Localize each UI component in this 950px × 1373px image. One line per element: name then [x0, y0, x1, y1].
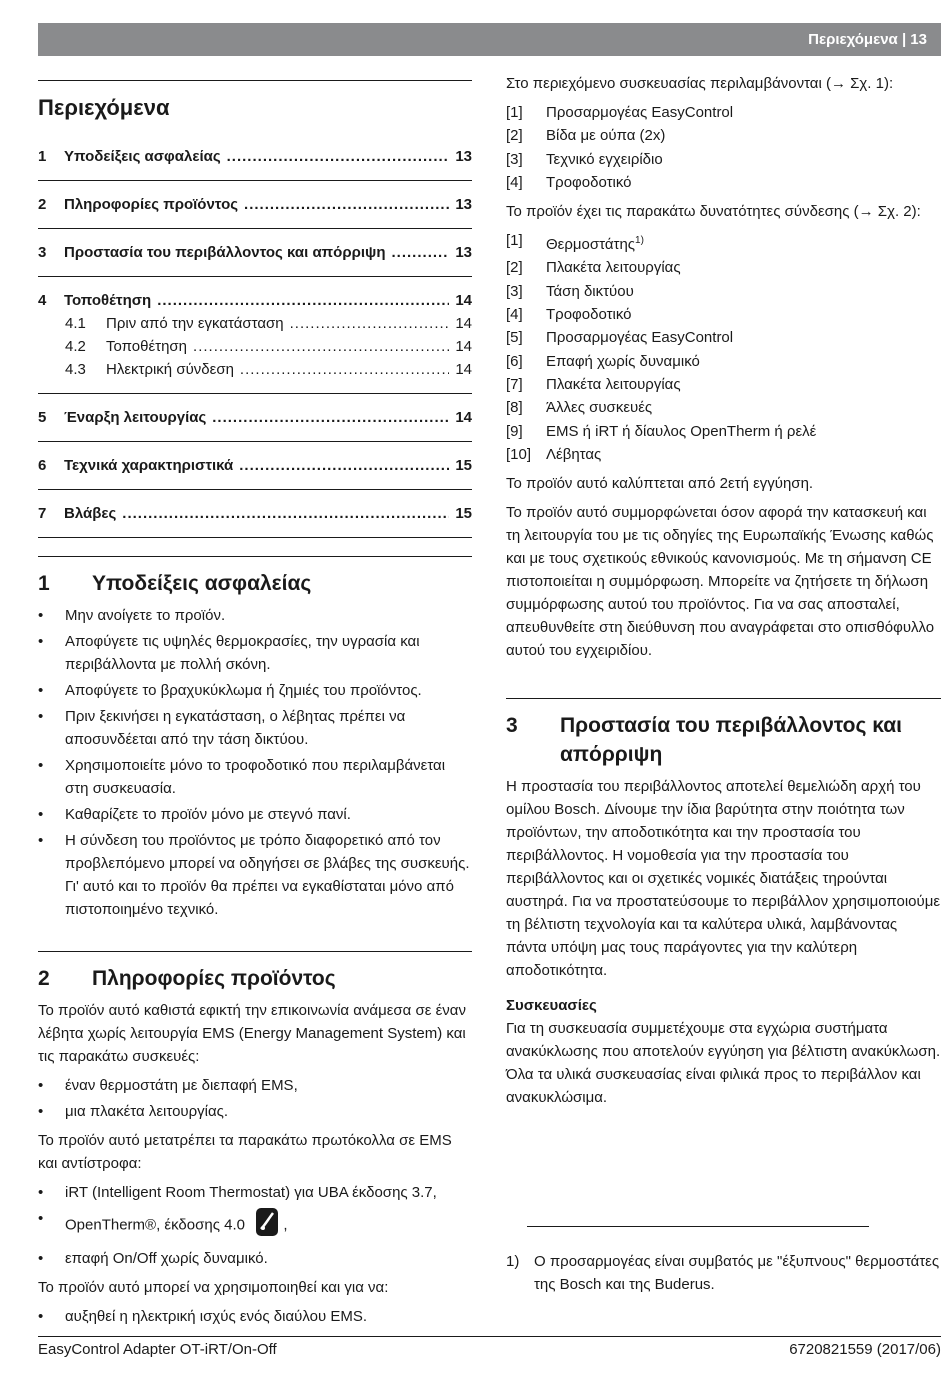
- list-item: • αυξηθεί η ηλεκτρική ισχύς ενός διαύλου EMS.: [38, 1305, 472, 1328]
- connection-options-list: [506, 229, 941, 466]
- item-number: [6]: [506, 352, 523, 370]
- paragraph: Το προϊόν αυτό καθιστά εφικτή την επικοινωνία ανάμεσα σε έναν λέβητα χωρίς λειτουργία EMS (Energy Management System) και τις παρακάτω συσκευές:: [38, 1002, 466, 1065]
- list-item: [506, 256, 941, 279]
- section-number: 1: [38, 572, 50, 595]
- item-label: Θερμοστάτης: [546, 236, 636, 254]
- toc-row: [38, 193, 472, 216]
- list-item: [506, 396, 941, 419]
- page-header-title: Περιεχόμενα | 13: [808, 31, 927, 48]
- footnote-text: Ο προσαρμογέας είναι συμβατός με "έξυπνους" θερμοστάτες της Bosch και της Buderus.: [534, 1253, 940, 1293]
- toc-number: 5: [38, 409, 47, 426]
- list-item: • μια πλακέτα λειτουργίας.: [38, 1100, 472, 1123]
- list-item: [506, 280, 941, 303]
- page-footer: [38, 1336, 941, 1358]
- toc-page-number: 13: [455, 196, 472, 213]
- item-number: [1]: [506, 232, 523, 250]
- toc-page-number: 13: [455, 148, 472, 165]
- toc-leader-dots: [244, 193, 449, 216]
- divider: [38, 556, 472, 557]
- toc-label: Τοποθέτηση: [64, 292, 152, 309]
- toc-leader-dots: [240, 358, 449, 381]
- list-item: • Καθαρίζετε το προϊόν μόνο με στεγνό πανί.: [38, 803, 472, 826]
- paragraph: Η προστασία του περιβάλλοντος αποτελεί θεμελιώδη αρχή του ομίλου Bosch. Δίνουμε την ίδια βαρύτητα στην ποιότητα των προϊόντων, την αποδοτικότητα και την προστασία του περιβάλλοντος. Η νομοθεσία για την προστασία του περιβάλλοντος και οι σχετικές νομικές διατάξεις τηρούνται αυστηρά. Για να προστατεύσουμε το περιβάλλον χρησιμοποιούμε τη βέλτιστη τεχνολογία και τα καλύτερα υλικά, λαμβάνοντας πάντα υπόψη μας τους παράγοντες για την καλύτερη αποδοτικότητα.: [506, 778, 941, 980]
- item-number: [8]: [506, 399, 523, 417]
- toc-number: 3: [38, 244, 47, 261]
- item-number: [1]: [506, 104, 523, 121]
- toc-number: 4.3: [65, 361, 86, 378]
- item-text: Προσαρμογέας EasyControl: [546, 104, 734, 121]
- item-number: [2]: [506, 127, 523, 145]
- list-item: [506, 124, 941, 147]
- toc-entry: [38, 133, 472, 180]
- list-item: [506, 326, 941, 349]
- toc-label: Προστασία του περιβάλλοντος και απόρριψη: [64, 244, 386, 261]
- section-title: Υποδείξεις ασφαλείας: [92, 572, 312, 595]
- toc-row: [38, 502, 472, 525]
- item-number: [3]: [506, 150, 523, 168]
- item-text: Επαφή χωρίς δυναμικό: [546, 352, 700, 370]
- toc-label: Τεχνικά χαρακτηριστικά: [64, 457, 234, 474]
- left-column: [38, 80, 472, 1334]
- toc-number: 1: [38, 148, 47, 165]
- list-item: • Αποφύγετε το βραχυκύκλωμα ή ζημιές του προϊόντος.: [38, 679, 472, 702]
- toc-label: Πριν από την εγκατάσταση: [106, 315, 284, 332]
- toc-entry: [38, 442, 472, 489]
- list-item: • Χρησιμοποιείτε μόνο το τροφοδοτικό που περιλαμβάνεται στη συσκευασία.: [38, 754, 472, 800]
- item-text: Λέβητας: [546, 445, 602, 463]
- item-text: Άλλες συσκευές: [546, 399, 653, 417]
- page-header-bar: [38, 23, 941, 56]
- item-number: [9]: [506, 422, 523, 440]
- list-item: • έναν θερμοστάτη με διεπαφή EMS,: [38, 1074, 472, 1097]
- paragraph: Το προϊόν αυτό μπορεί να χρησιμοποιηθεί και για να:: [38, 1279, 389, 1296]
- footnote-divider: [527, 1226, 869, 1227]
- toc-subrow: [38, 312, 472, 335]
- section-number: 2: [38, 967, 50, 990]
- item-number: [3]: [506, 282, 523, 300]
- section-number: 3: [506, 714, 518, 738]
- list-item: [38, 1207, 472, 1244]
- item-number: [7]: [506, 375, 523, 393]
- toc-leader-dots: [392, 241, 450, 264]
- usage-bullet-list: [38, 1305, 472, 1328]
- toc-page-number: 14: [455, 315, 472, 332]
- item-text: Πλακέτα λειτουργίας: [546, 375, 681, 393]
- toc-label: Έναρξη λειτουργίας: [64, 409, 207, 426]
- toc-number: 7: [38, 505, 47, 522]
- divider: [506, 698, 941, 699]
- toc-page-number: 15: [455, 457, 472, 474]
- divider: [38, 951, 472, 952]
- list-item: • Η σύνδεση του προϊόντος με τρόπο διαφορετικό από τον προβλεπόμενο μπορεί να οδηγήσει σε βλάβες της συσκευής. Γι' αυτό και το προϊόν θα πρέπει να εγκαθίσταται μόνο από πιστοποιημένο τεχνικό.: [38, 829, 472, 921]
- list-item: [38, 1181, 472, 1204]
- item-number: [4]: [506, 173, 523, 191]
- divider: [38, 537, 472, 538]
- section-title: Πληροφορίες προϊόντος: [92, 967, 336, 990]
- table-of-contents: [38, 133, 472, 538]
- toc-entry: [38, 181, 472, 228]
- toc-number: 6: [38, 457, 47, 474]
- subheading: Συσκευασίες: [506, 997, 597, 1015]
- divider: [38, 80, 472, 81]
- list-item-text: επαφή On/Off χωρίς δυναμικό.: [65, 1250, 268, 1267]
- toc-leader-dots: [239, 454, 449, 477]
- section-2-heading: [38, 964, 472, 993]
- toc-page-number: 14: [455, 409, 472, 426]
- toc-entry: [38, 229, 472, 276]
- list-item-text: OpenTherm®, έκδοσης 4.0: [65, 1216, 245, 1234]
- item-text: Τεχνικό εγχειρίδιο: [546, 150, 663, 168]
- toc-leader-dots: [193, 335, 449, 358]
- item-text: [546, 229, 644, 256]
- toc-number: 4.2: [65, 338, 86, 355]
- toc-row: [38, 406, 472, 429]
- list-item: [506, 373, 941, 396]
- toc-entry: [38, 490, 472, 537]
- list-item-text: iRT (Intelligent Room Thermostat) για UBA έκδοσης 3.7,: [65, 1184, 437, 1201]
- item-text: Προσαρμογέας EasyControl: [546, 329, 734, 347]
- item-text: Τροφοδοτικό: [546, 306, 632, 324]
- list-item: • Μην ανοίγετε το προϊόν.: [38, 604, 472, 627]
- toc-row: [38, 454, 472, 477]
- toc-page-number: 13: [455, 244, 472, 261]
- toc-leader-dots: [122, 502, 449, 525]
- toc-label: Τοποθέτηση: [106, 338, 188, 355]
- conformity-text: Το προϊόν αυτό συμμορφώνεται όσον αφορά την κατασκευή και τη λειτουργία του με τις οδηγίες της Ευρωπαϊκής Ένωσης καθώς και με τους σχετικούς εθνικούς κανονισμούς. Με τη σήμανση CE πιστοποιείται η συμμόρφωση. Μπορείτε να ζητήσετε τη δήλωση συμμόρφωσης αυτού του προϊόντος. Για να σας αποσταλεί, απευθυνθείτε στη διεύθυνση που αναγράφεται στο οπισθόφυλλο αυτού του εγχειριδίου.: [506, 504, 935, 660]
- item-number: [5]: [506, 329, 523, 347]
- warranty-text: Το προϊόν αυτό καλύπτεται από 2ετή εγγύηση.: [506, 475, 814, 493]
- toc-number: 2: [38, 196, 47, 213]
- list-item: [506, 303, 941, 326]
- list-item: [506, 101, 941, 124]
- toc-label: Υποδείξεις ασφαλείας: [64, 148, 221, 165]
- section-1-heading: [38, 569, 472, 598]
- toc-title: Περιεχόμενα: [38, 95, 170, 120]
- list-item: [506, 229, 941, 256]
- list-item: [506, 420, 941, 443]
- toc-leader-dots: [227, 145, 450, 168]
- list-item: • Πριν ξεκινήσει η εγκατάσταση, ο λέβητας πρέπει να αποσυνδέεται από την τάση δικτύου.: [38, 705, 472, 751]
- toc-page-number: 14: [455, 292, 472, 309]
- footnote-mark: 1): [506, 1253, 520, 1270]
- toc-label: Ηλεκτρική σύνδεση: [106, 361, 234, 378]
- toc-leader-dots: [212, 406, 449, 429]
- item-text: Τροφοδοτικό: [546, 173, 632, 191]
- toc-page-number: 15: [455, 505, 472, 522]
- package-contents-list: [506, 101, 941, 194]
- toc-row: [38, 289, 472, 312]
- toc-subrow: [38, 358, 472, 381]
- package-intro: Στο περιεχόμενο συσκευασίας περιλαμβάνονται (→ Σχ. 1):: [506, 75, 894, 92]
- toc-number: 4: [38, 292, 47, 309]
- toc-row: [38, 241, 472, 264]
- item-text: Πλακέτα λειτουργίας: [546, 259, 681, 277]
- item-text: Βίδα με ούπα (2x): [546, 127, 666, 145]
- item-number: [2]: [506, 259, 523, 277]
- list-item: [506, 171, 941, 194]
- footnote: [506, 1250, 941, 1296]
- toc-number: 4.1: [65, 315, 86, 332]
- list-item: • Αποφύγετε τις υψηλές θερμοκρασίες, την υγρασία και περιβάλλοντα με πολλή σκόνη.: [38, 630, 472, 676]
- safety-bullet-list: [38, 604, 472, 921]
- footer-doc-number: 6720821559 (2017/06): [789, 1341, 941, 1358]
- paragraph: Για τη συσκευασία συμμετέχουμε στα εγχώρια συστήματα ανακύκλωσης που αποτελούν εγγύηση για βέλτιστη ανακύκλωση. Όλα τα υλικά συσκευασίας είναι φιλικά προς το περιβάλλον και ανακυκλώσιμα.: [506, 1020, 941, 1107]
- toc-entry: [38, 277, 472, 393]
- toc-page-number: 14: [455, 361, 472, 378]
- item-number: [4]: [506, 306, 523, 324]
- list-item: [506, 148, 941, 171]
- protocol-bullet-list: [38, 1181, 472, 1270]
- item-number: [10]: [506, 445, 532, 463]
- toc-leader-dots: [157, 289, 449, 312]
- section-3-heading: [506, 711, 941, 769]
- right-column: [506, 72, 941, 1115]
- list-item: [506, 350, 941, 373]
- opentherm-logo-icon: [255, 1207, 279, 1244]
- list-item: [38, 1247, 472, 1270]
- list-item: [506, 443, 941, 466]
- item-text: Τάση δικτύου: [546, 282, 634, 300]
- connection-intro: Το προϊόν έχει τις παρακάτω δυνατότητες σύνδεσης (→ Σχ. 2):: [506, 203, 921, 221]
- toc-leader-dots: [290, 312, 450, 335]
- item-text: EMS ή iRT ή δίαυλος OpenTherm ή ρελέ: [546, 422, 817, 440]
- footer-product-name: EasyControl Adapter OT-iRT/On-Off: [38, 1341, 277, 1358]
- toc-subrow: [38, 335, 472, 358]
- section-title: Προστασία του περιβάλλοντος και απόρριψη: [560, 714, 902, 767]
- toc-label: Πληροφορίες προϊόντος: [64, 196, 239, 213]
- toc-page-number: 14: [455, 338, 472, 355]
- toc-label: Βλάβες: [64, 505, 117, 522]
- device-bullet-list: [38, 1074, 472, 1123]
- list-item-text: ,: [283, 1216, 288, 1234]
- footnote-ref: 1): [635, 235, 644, 247]
- toc-row: [38, 145, 472, 168]
- toc-entry: [38, 394, 472, 441]
- paragraph: Το προϊόν αυτό μετατρέπει τα παρακάτω πρωτόκολλα σε EMS και αντίστροφα:: [38, 1132, 452, 1172]
